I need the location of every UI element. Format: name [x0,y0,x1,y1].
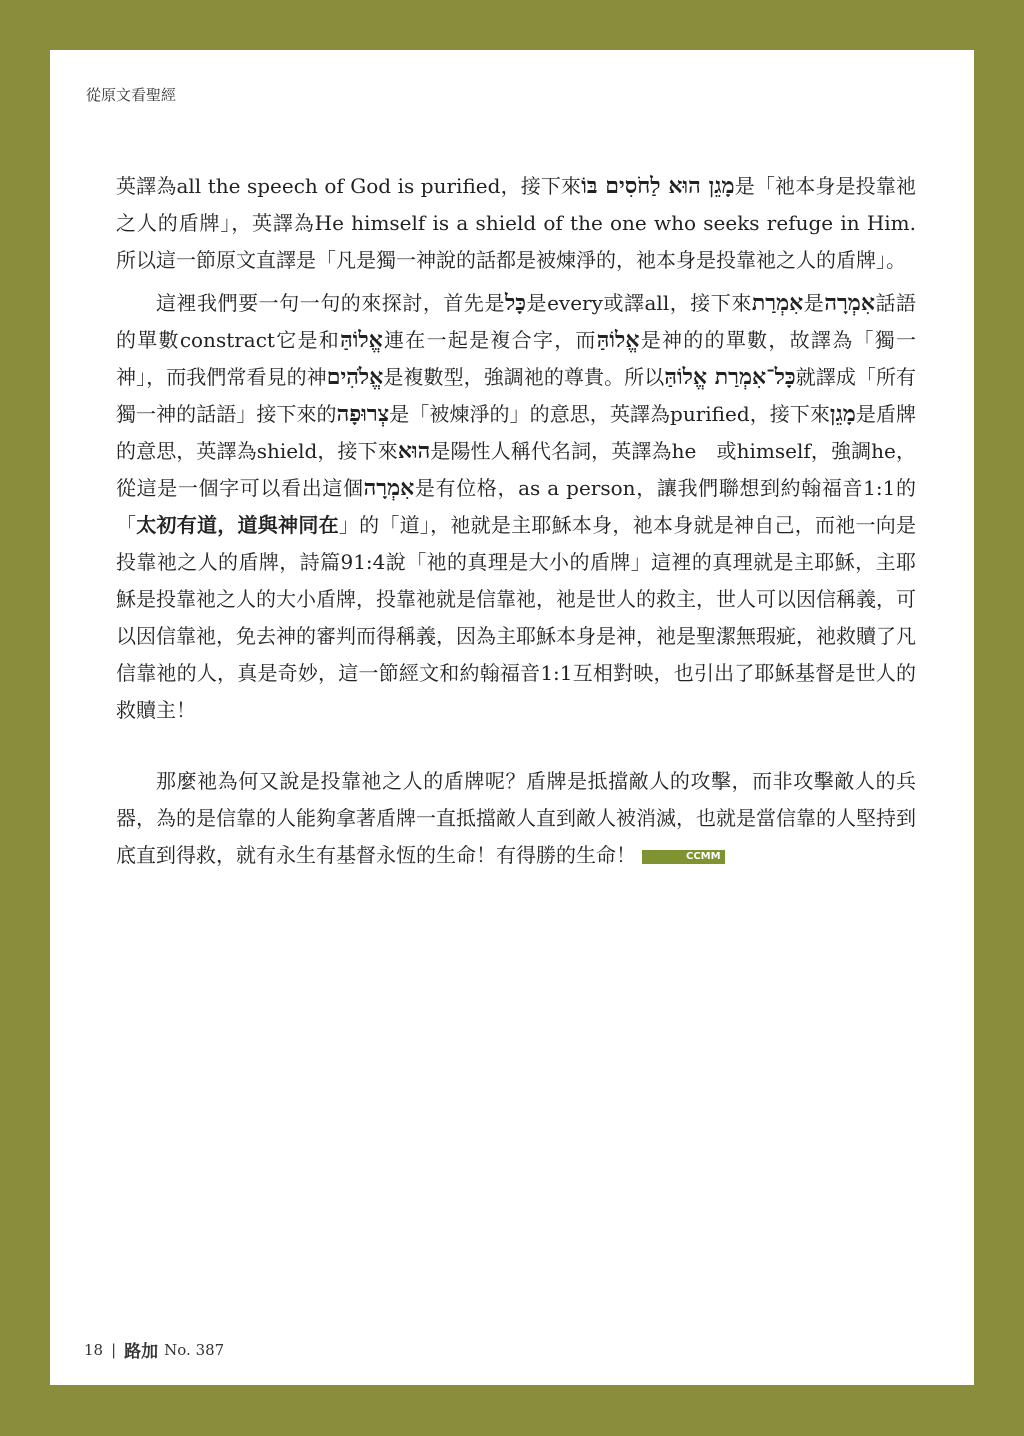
text-run: 是神的的單數，故譯為「獨一神」，而我們常看見的神 [116,328,917,389]
text-run: 」的「道」，祂就是主耶穌本身，祂本身就是神自己，而祂一向是投靠祂之人的盾牌，詩篇91:4說「祂的真理是大小的盾牌」這裡的真理就是主耶穌，主耶穌是投靠祂之人的大小盾牌，投靠祂就是信靠祂，祂是世人的救主，世人可以因信稱義，可以因信靠祂，免去神的審判而得稱義，因為主耶穌本身是神，祂是聖潔無瑕疵，祂救贖了凡信靠祂的人，真是奇妙，這一節經文和約翰福音1:1互相對映，也引出了耶穌基督是世人的救贖主！ [116,513,917,722]
ccmm-end-badge: CCMM [642,850,725,864]
text-run: 是「祂本身是投靠祂之人的盾牌」，英譯為He himself is a shield of the one who seeks refuge in Him. 所以這一節原文直譯是「凡是獨一神說的話都是被煉淨的，祂本身是投靠祂之人的盾牌」。 [116,174,917,272]
text-run: 這裡我們要一句一句的來探討，首先是 [156,291,505,315]
page [50,50,974,1385]
text-run: 是 [803,291,825,315]
hebrew-word: צְרוּפָה [336,401,390,427]
text-run: 就譯成「所有獨一神的話語」接下來的 [116,365,917,426]
hebrew-word: כָּל [504,290,527,316]
article-body [116,168,916,874]
hebrew-word: הוּא [397,438,431,464]
running-title: 從原文看聖經 [86,86,177,104]
text-run: 是複數型，強調祂的尊貴。所以 [383,365,665,389]
text-run: 那麼祂為何又說是投靠祂之人的盾牌呢？盾牌是抵擋敵人的攻擊，而非攻擊敵人的兵器，為的是信靠的人能夠拿著盾牌一直抵擋敵人直到敵人被消滅，也就是當信靠的人堅持到底直到得救，就有永生有基督永恆的生命！有得勝的生命！ [116,769,916,867]
paragraph-1 [116,168,916,279]
issue-number: No. 387 [164,1340,225,1359]
text-run: 是有位格，as a person，讓我們聯想到約翰福音1:1的「 [116,476,916,537]
hebrew-word: אֱלוֹהַּ [340,327,383,353]
magazine-logo: 路加 [124,1342,159,1362]
text-run: 是陽性人稱代名詞，英譯為he 或himself，強調he，從這是一個字可以看出這個 [116,439,917,500]
paragraph-3 [116,763,916,874]
paragraph-gap [116,729,916,763]
hebrew-word: אִמְרַת [751,290,804,316]
page-number: 18 [84,1340,104,1359]
hebrew-word: אֱלֹהִים [326,364,384,390]
text-run: 是every或譯all，接下來 [526,291,752,315]
text-run: 話語的單數constract它是和 [116,291,917,352]
hebrew-phrase: כָּל־אִמְרַת אֱלוֹהַּ [664,364,796,390]
hebrew-phrase: מָגֵן הוּא לַחֹסִים בּוֹ [581,173,735,199]
hebrew-word: אֱלוֹהַּ [596,327,640,353]
text-run: 是盾牌的意思，英譯為shield，接下來 [116,402,917,463]
hebrew-word: מָגֵן [829,401,856,427]
hebrew-word: אִמְרָה [363,475,415,501]
paragraph-2 [116,285,916,729]
hebrew-word: אִמְרָה [824,290,875,316]
text-run: 連在一起是複合字，而 [382,328,597,352]
footer-separator: | [111,1340,117,1359]
scripture-quote: 太初有道，道與神同在 [136,513,339,537]
page-footer [84,1337,224,1362]
text-run: 是「被煉淨的」的意思，英譯為purified，接下來 [389,402,830,426]
text-run: 英譯為all the speech of God is purified，接下來 [116,174,582,198]
